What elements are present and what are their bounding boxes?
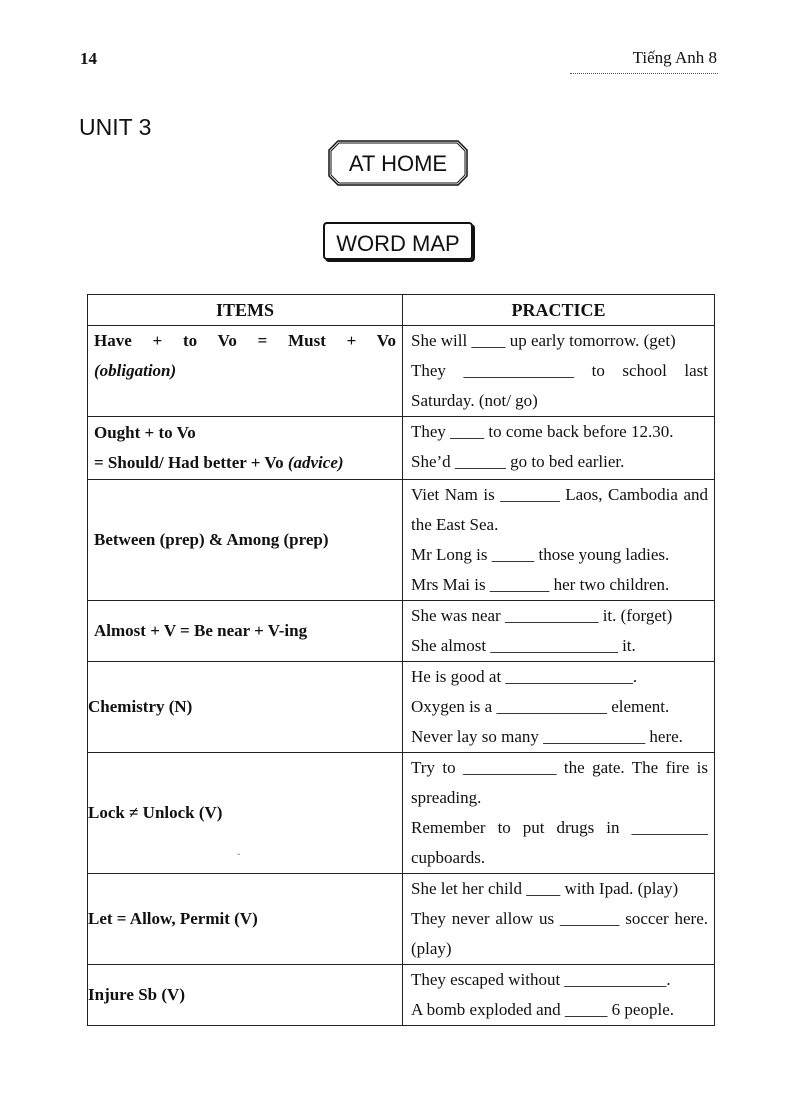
item-text: Ought + to Vo bbox=[94, 423, 196, 442]
stray-pen-mark-icon: ˇ bbox=[237, 853, 241, 864]
section-title: WORD MAP bbox=[336, 231, 460, 256]
unit-title: UNIT 3 bbox=[79, 114, 152, 140]
column-header-items: ITEMS bbox=[88, 295, 403, 326]
item-text: Lock ≠ Unlock (V) bbox=[88, 803, 223, 822]
practice-cell bbox=[403, 601, 715, 662]
topic-title: AT HOME bbox=[348, 151, 448, 176]
table-row bbox=[88, 601, 715, 662]
page-number: 14 bbox=[80, 49, 97, 68]
practice-cell bbox=[403, 417, 715, 480]
practice-line: Viet Nam is _______ Laos, Cambodia and the East Sea. bbox=[411, 485, 708, 534]
item-cell bbox=[88, 874, 403, 965]
practice-line: She’d ______ go to bed earlier. bbox=[411, 452, 625, 471]
item-text: Between (prep) & Among (prep) bbox=[94, 530, 329, 549]
item-text: Chemistry (N) bbox=[88, 697, 193, 716]
practice-line: They escaped without ____________. bbox=[411, 970, 671, 989]
item-text: Injure Sb (V) bbox=[88, 985, 185, 1004]
practice-line: He is good at _______________. bbox=[411, 667, 638, 686]
item-text: Almost + V = Be near + V-ing bbox=[94, 621, 308, 640]
table-header-row bbox=[88, 295, 715, 326]
practice-cell bbox=[403, 965, 715, 1026]
practice-line: Mrs Mai is _______ her two children. bbox=[411, 575, 670, 594]
table-row bbox=[88, 874, 715, 965]
practice-line: A bomb exploded and _____ 6 people. bbox=[411, 1000, 674, 1019]
item-cell bbox=[88, 965, 403, 1026]
item-cell bbox=[88, 601, 403, 662]
practice-line: Never lay so many ____________ here. bbox=[411, 727, 683, 746]
book-title: Tiếng Anh 8 bbox=[632, 48, 717, 67]
practice-line: They ____ to come back before 12.30. bbox=[411, 422, 674, 441]
item-cell bbox=[88, 417, 403, 480]
table-row bbox=[88, 965, 715, 1026]
practice-line: Oxygen is a _____________ element. bbox=[411, 697, 670, 716]
item-cell bbox=[88, 326, 403, 417]
practice-cell bbox=[403, 326, 715, 417]
item-text-line2: = Should/ Had better + Vo bbox=[94, 453, 284, 472]
table-row bbox=[88, 662, 715, 753]
item-text: Have + to Vo = Must + Vo bbox=[94, 331, 396, 350]
practice-cell bbox=[403, 874, 715, 965]
table-row bbox=[88, 753, 715, 874]
column-header-practice: PRACTICE bbox=[403, 295, 715, 326]
practice-line: She was near ___________ it. (forget) bbox=[411, 606, 673, 625]
item-cell bbox=[88, 662, 403, 753]
practice-line: She let her child ____ with Ipad. (play) bbox=[411, 879, 679, 898]
practice-line: They _____________ to school last Saturday. (not/ go) bbox=[411, 361, 708, 410]
topic-banner bbox=[328, 140, 468, 186]
item-note: (advice) bbox=[287, 453, 344, 472]
section-banner bbox=[323, 222, 473, 260]
table-row bbox=[88, 480, 715, 601]
practice-line: She almost _______________ it. bbox=[411, 636, 636, 655]
item-cell bbox=[88, 480, 403, 601]
practice-line: Remember to put drugs in _________ cupboards. bbox=[411, 818, 708, 867]
practice-line: Try to ___________ the gate. The fire is spreading. bbox=[411, 758, 708, 807]
practice-cell bbox=[403, 480, 715, 601]
header-dotted-rule bbox=[570, 73, 718, 74]
item-note: (obligation) bbox=[94, 361, 177, 380]
item-text: Let = Allow, Permit (V) bbox=[88, 909, 258, 928]
practice-cell bbox=[403, 753, 715, 874]
table-row bbox=[88, 326, 715, 417]
practice-cell bbox=[403, 662, 715, 753]
practice-line: Mr Long is _____ those young ladies. bbox=[411, 545, 670, 564]
item-cell bbox=[88, 753, 403, 874]
practice-line: She will ____ up early tomorrow. (get) bbox=[411, 331, 676, 350]
word-map-table bbox=[87, 294, 715, 1026]
table-row bbox=[88, 417, 715, 480]
practice-line: They never allow us _______ soccer here. (play) bbox=[411, 909, 708, 958]
